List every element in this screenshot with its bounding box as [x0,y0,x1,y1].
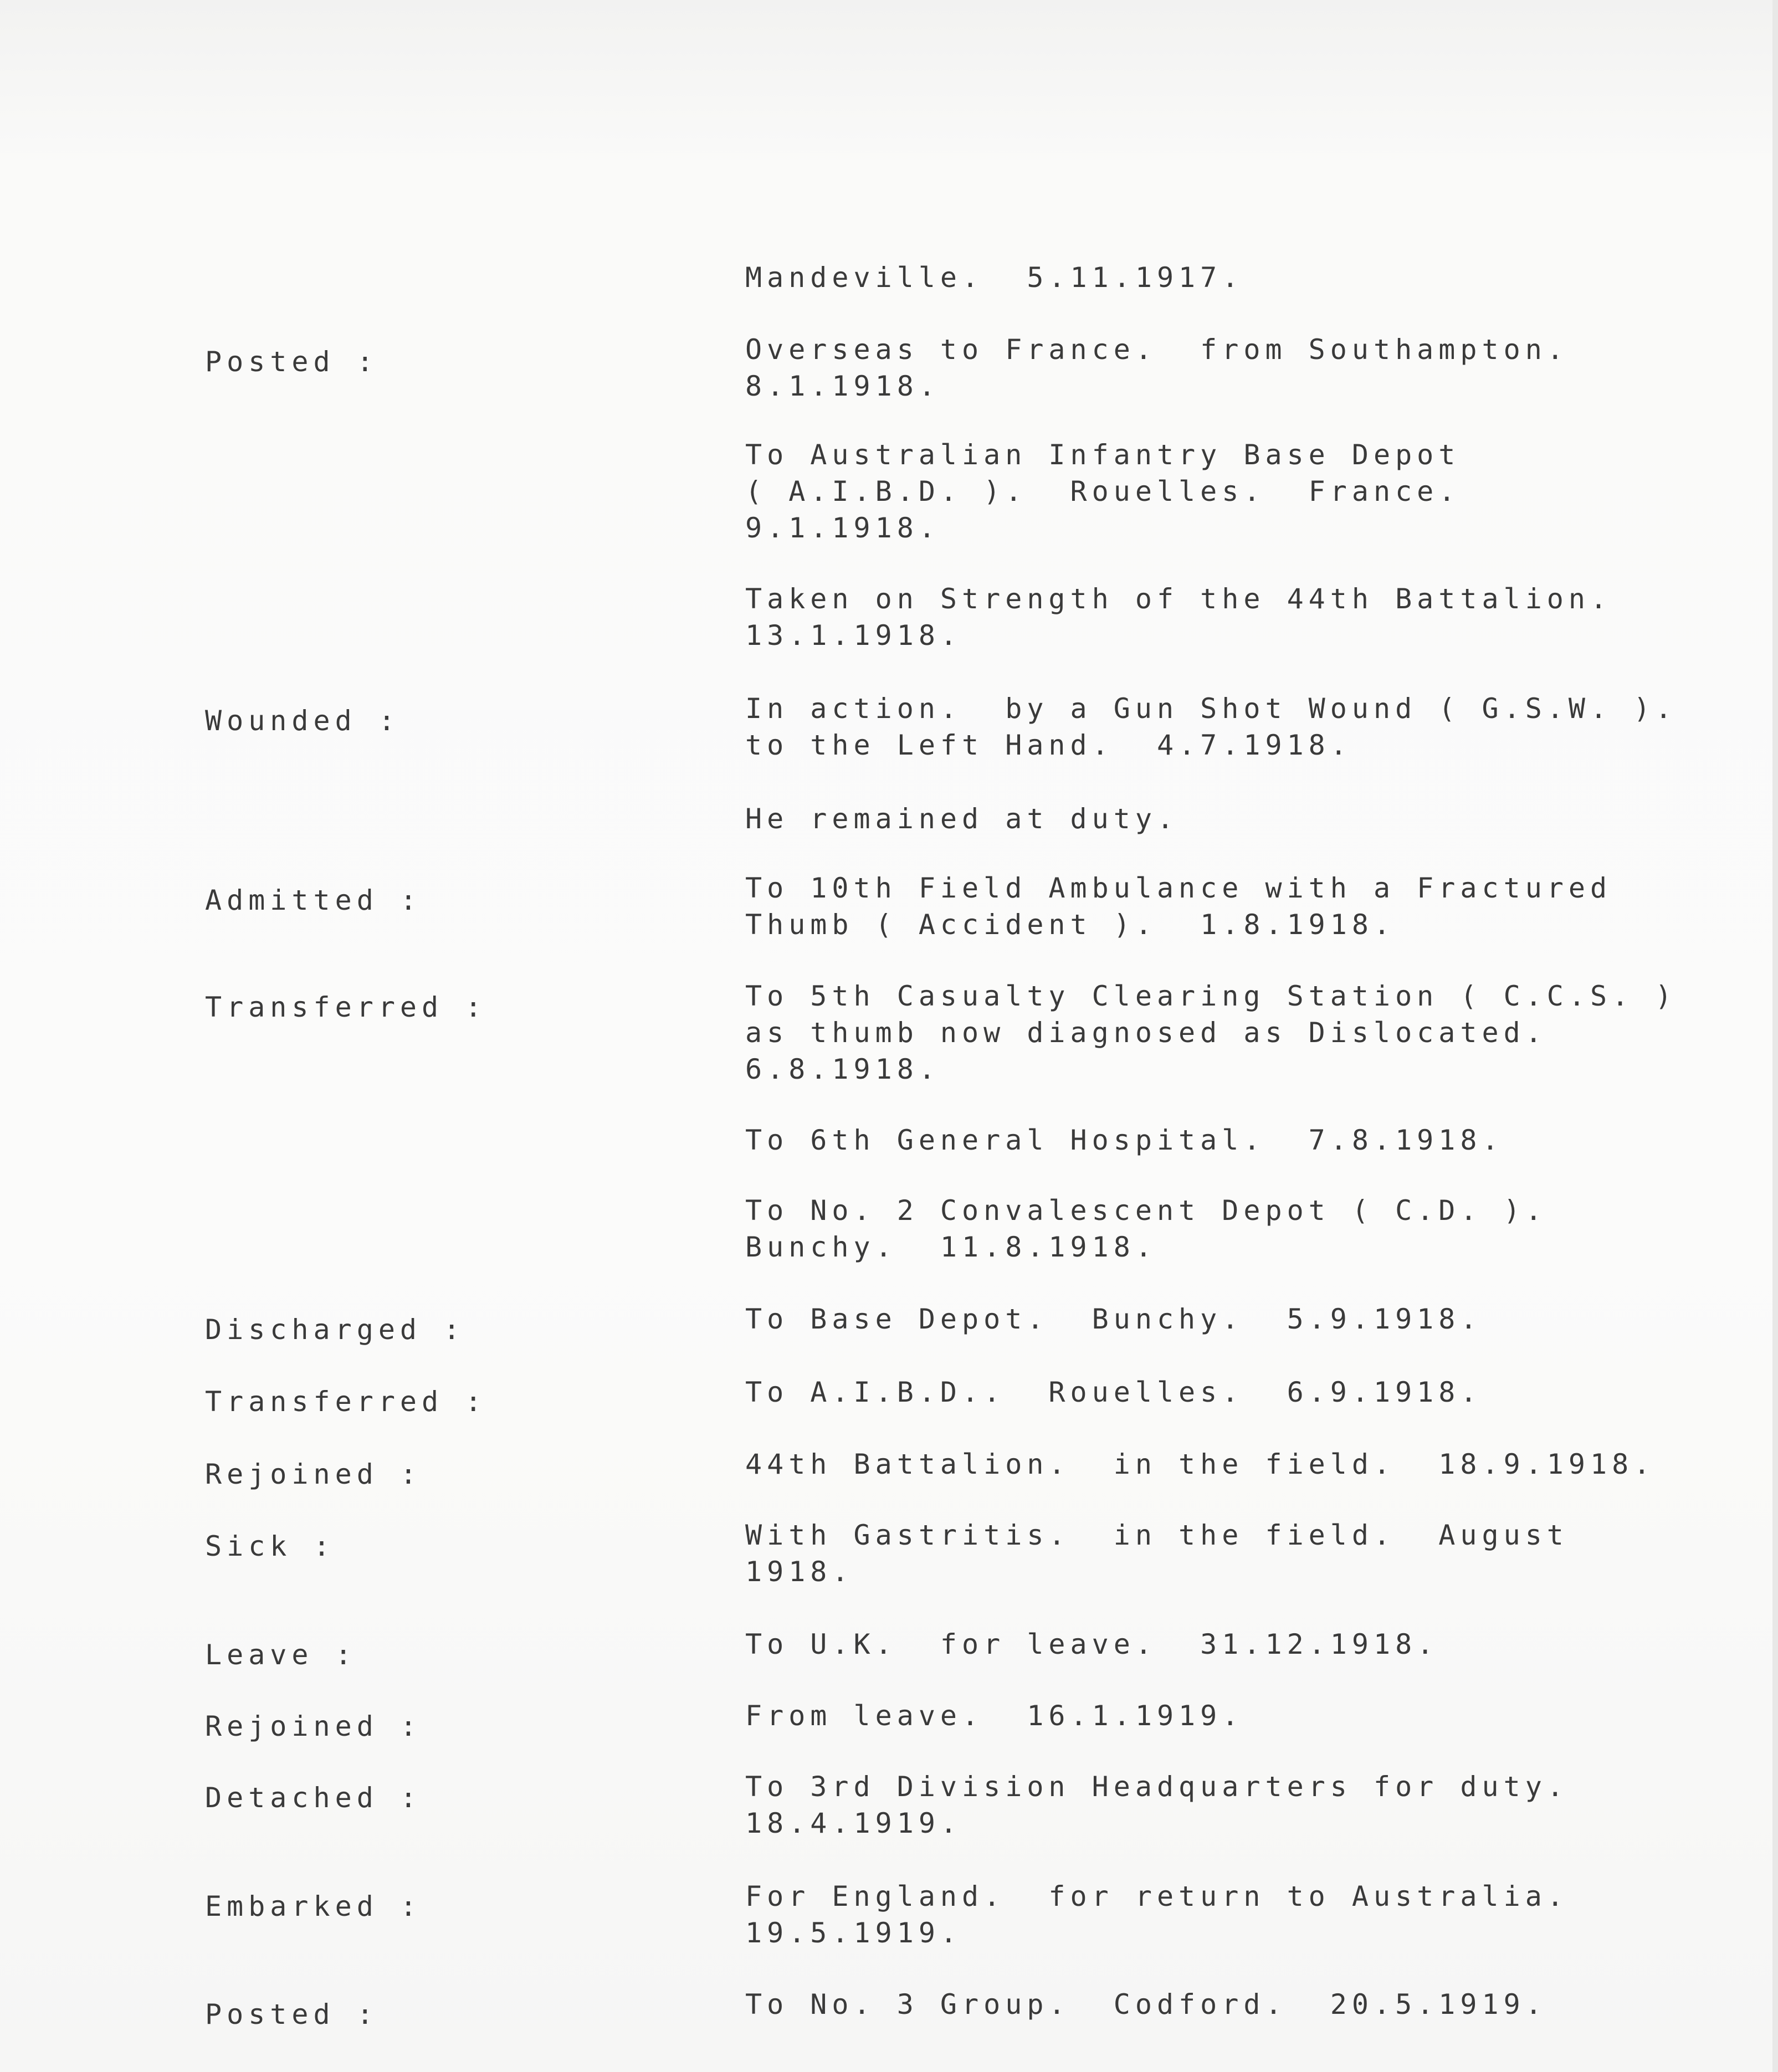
entry-label: Leave : [205,1639,357,1671]
entry-text: To 6th General Hospital. 7.8.1918. [745,1124,1504,1156]
entry-label: Rejoined : [205,1710,422,1742]
entry-label: Transferred : [205,1386,487,1418]
entry-label: Sick : [205,1530,335,1562]
entry-label: Posted : [205,1998,378,2030]
entry-text: To Base Depot. Bunchy. 5.9.1918. [745,1303,1482,1335]
entry-text: To 5th Casualty Clearing Station ( C.C.S. ) as thumb now diagnosed as Dislocated. 6.8.1918. [745,980,1677,1085]
entry-label: Admitted : [205,884,422,916]
entry-text: To A.I.B.D.. Rouelles. 6.9.1918. [745,1376,1482,1408]
entry-text: To No. 2 Convalescent Depot ( C.D. ). Bunchy. 11.8.1918. [745,1194,1547,1263]
entry-text: To No. 3 Group. Codford. 20.5.1919. [745,1988,1547,2020]
entry-text: From leave. 16.1.1919. [745,1700,1244,1732]
entry-label: Transferred : [205,991,487,1023]
entry-text: Taken on Strength of the 44th Battalion. 13.1.1918. [745,583,1612,652]
entry-text: Mandeville. 5.11.1917. [745,261,1244,294]
entry-text: In action. by a Gun Shot Wound ( G.S.W. ). to the Left Hand. 4.7.1918. [745,693,1677,761]
entry-label: Detached : [205,1782,422,1814]
entry-text: To Australian Infantry Base Depot ( A.I.B.D. ). Rouelles. France. 9.1.1918. [745,439,1461,544]
entry-label: Posted : [205,346,378,378]
entry-text: To 3rd Division Headquarters for duty. 18.4.1919. [745,1771,1569,1839]
entry-label: Discharged : [205,1314,465,1346]
entry-text: With Gastritis. in the field. August 1918. [745,1519,1569,1588]
entry-label: Rejoined : [205,1458,422,1490]
entry-label: Wounded : [205,705,400,737]
entry-text: To 10th Field Ambulance with a Fractured Thumb ( Accident ). 1.8.1918. [745,872,1612,941]
entry-text: To U.K. for leave. 31.12.1918. [745,1628,1439,1660]
entry-text: 44th Battalion. in the field. 18.9.1918. [745,1448,1656,1480]
entry-text: He remained at duty. [745,803,1179,835]
entry-label: Embarked : [205,1890,422,1922]
entry-text: Overseas to France. from Southampton. 8.1.1918. [745,334,1569,402]
page-edge [1772,0,1778,2072]
entry-text: For England. for return to Australia. 19.5.1919. [745,1880,1569,1949]
